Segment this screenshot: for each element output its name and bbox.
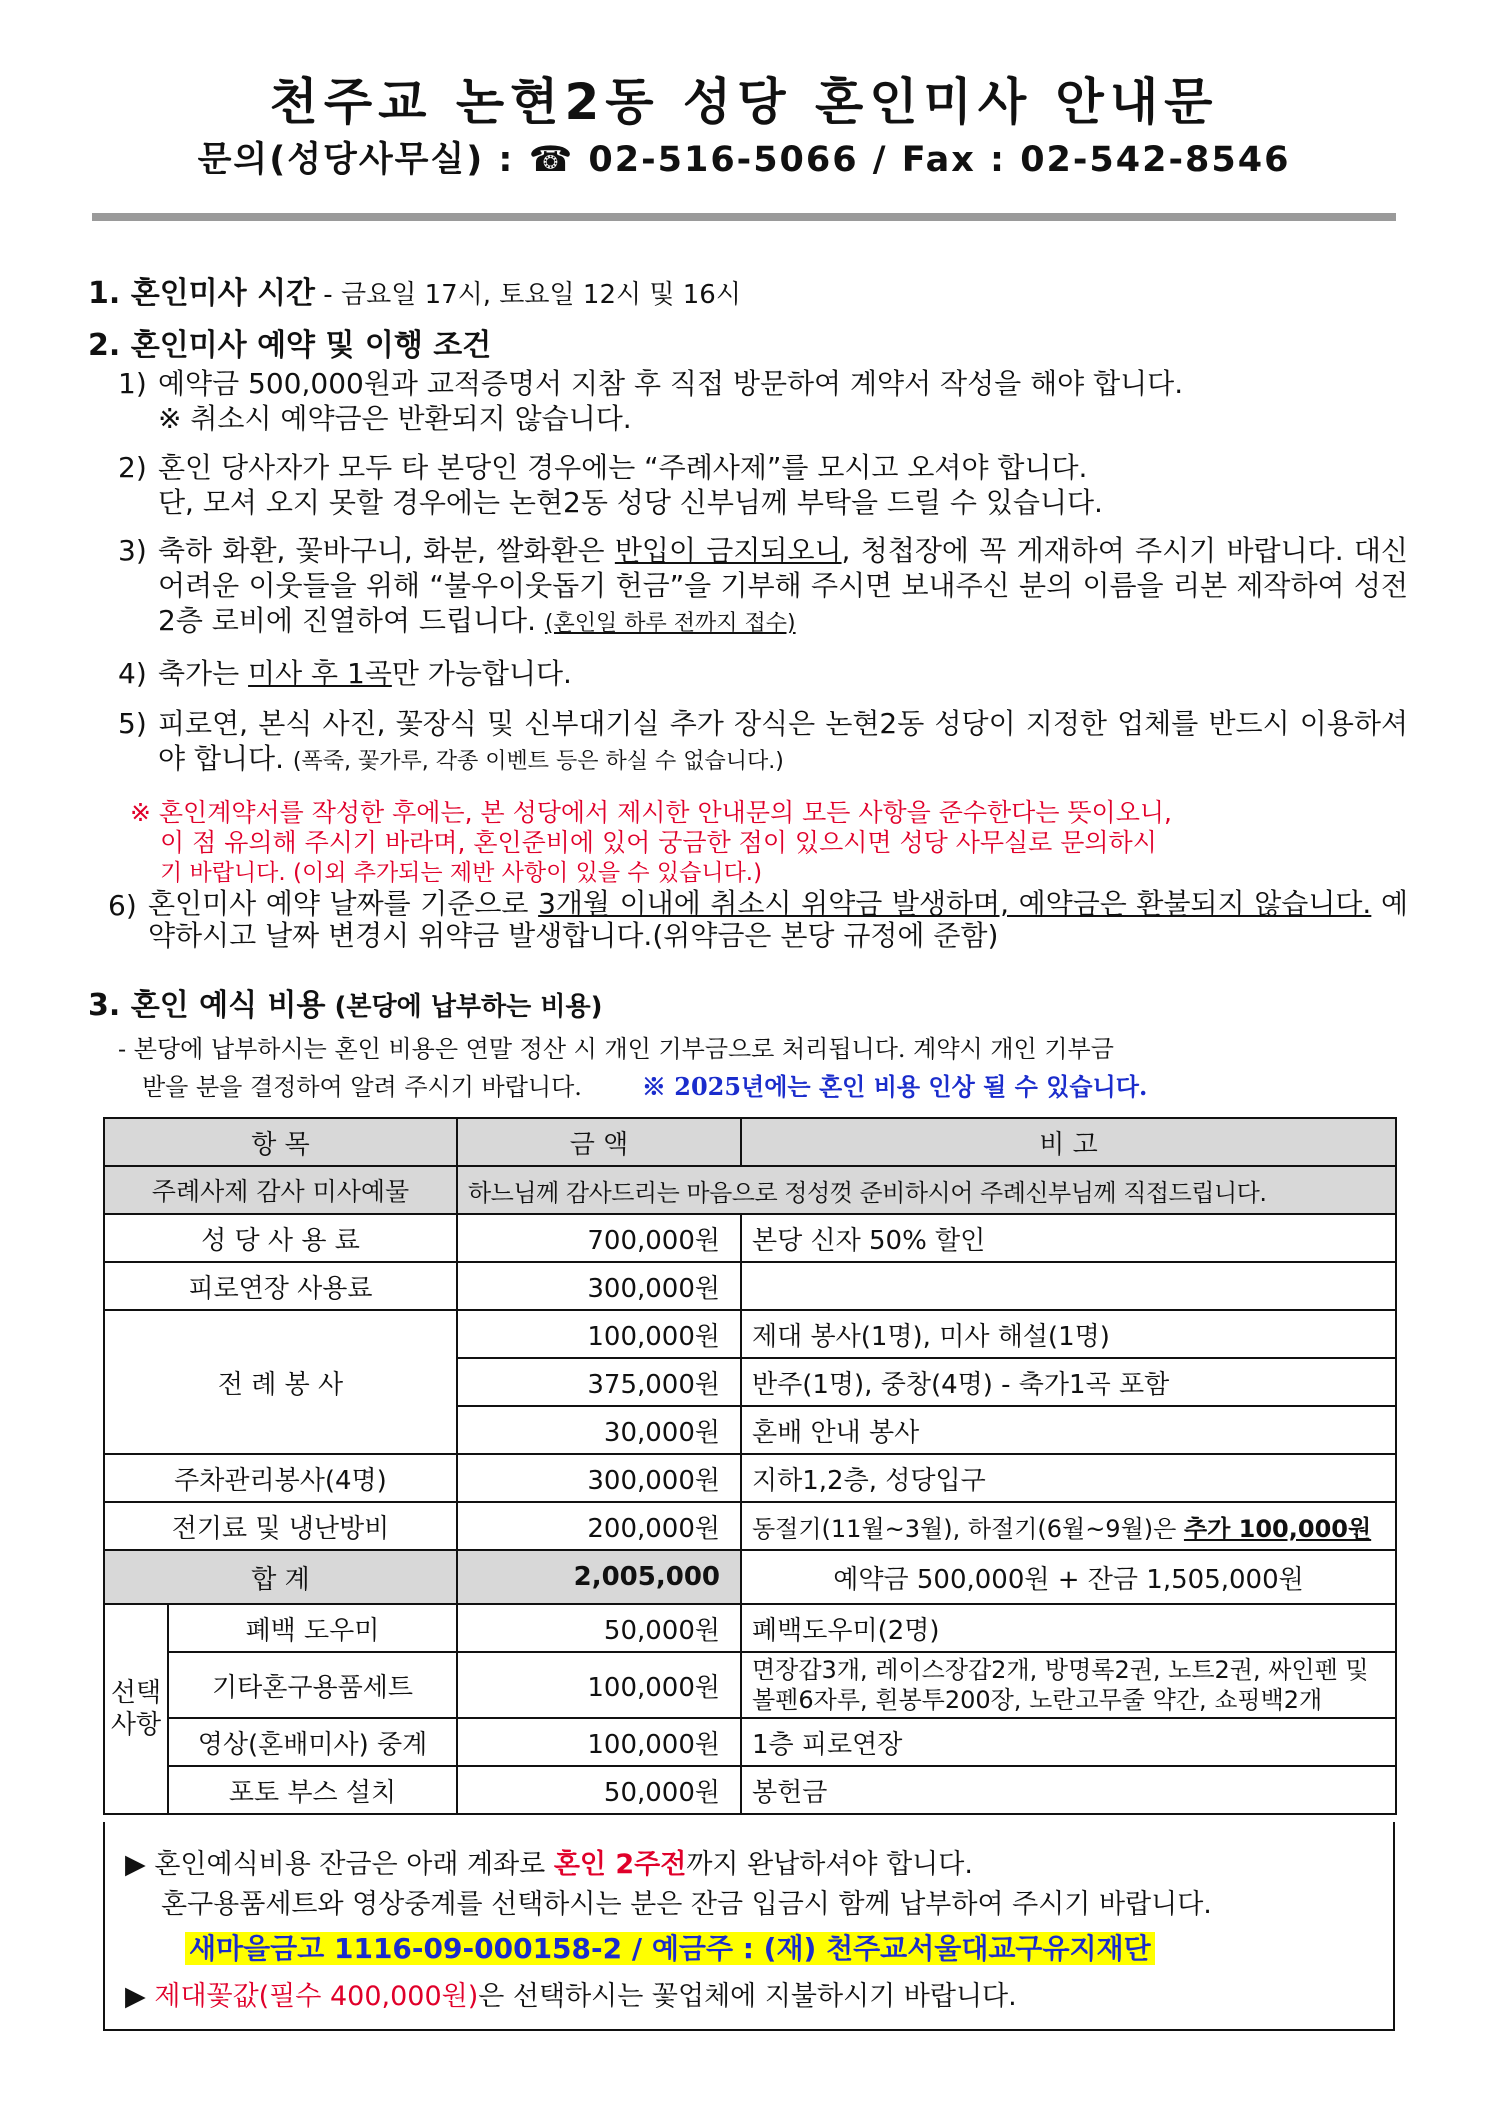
- item-3-text: 축하 화환, 꽃바구니, 화분, 쌀화환은: [158, 534, 615, 567]
- item-4-text: 축가는: [158, 657, 249, 690]
- payment-text-cont: 까지 완납하셔야 합니다.: [686, 1849, 973, 1880]
- cost-note: [118, 1030, 1408, 1106]
- list-item-4: [118, 656, 1408, 691]
- item-number: 1): [118, 367, 147, 400]
- row-item: 기타혼구용품세트: [168, 1652, 457, 1718]
- row-amount: 50,000원: [457, 1766, 741, 1814]
- row-amount: 700,000원: [457, 1214, 741, 1262]
- row-remark: [741, 1262, 1396, 1310]
- altar-flower-fee: 제대꽃값(필수 400,000원): [154, 1981, 479, 2012]
- row-amount: 375,000원: [457, 1358, 741, 1406]
- warning-line3: 기 바랍니다. (이외 추가되는 제반 사항이 있을 수 있습니다.): [160, 860, 763, 886]
- header-item: 항 목: [104, 1118, 457, 1166]
- table-row: [104, 1214, 1396, 1262]
- section-3-sub: (본당에 납부하는 비용): [325, 992, 603, 1022]
- table-row: [104, 1766, 1396, 1814]
- bank-account: 새마을금고 1116-09-000158-2 / 예금주 : (재) 천주교서울대교구유지재단: [185, 1932, 1155, 1965]
- item-3-note: (혼인일 하루 전까지 접수): [544, 611, 796, 636]
- item-6-underlined: 3개월 이내에 취소시 위약금 발생하며, 예약금은 환불되지 않습니다.: [538, 887, 1372, 920]
- divider: [92, 213, 1396, 221]
- row-amount: 100,000원: [457, 1310, 741, 1358]
- row-amount: 100,000원: [457, 1718, 741, 1766]
- section-2-heading: 2. 혼인미사 예약 및 이행 조건: [88, 328, 492, 363]
- table-row: [104, 1262, 1396, 1310]
- arrow-marker: ▶: [125, 1981, 155, 2012]
- item-5-note: (폭죽, 꽃가루, 각종 이벤트 등은 하실 수 없습니다.): [292, 749, 784, 774]
- list-item-2: [118, 450, 1408, 520]
- section-1: [88, 268, 741, 312]
- table-row: [104, 1718, 1396, 1766]
- warning-line1: ※ 혼인계약서를 작성한 후에는, 본 성당에서 제시한 안내문의 모든 사항을 준수한다는 뜻이오니,: [130, 798, 1172, 827]
- section-1-heading: 1. 혼인미사 시간: [88, 276, 316, 311]
- table-row: [104, 1310, 1396, 1358]
- row-remark: 폐백도우미(2명): [741, 1604, 1396, 1652]
- section-3: [88, 980, 602, 1024]
- row-remark-text: 동절기(11월~3월), 하절기(6월~9월)은: [752, 1514, 1184, 1543]
- row-remark: 봉헌금: [741, 1766, 1396, 1814]
- table-header-row: [104, 1118, 1396, 1166]
- item-3-underlined: 반입이 금지되오니: [614, 534, 842, 567]
- row-item: 성 당 사 용 료: [104, 1214, 457, 1262]
- cost-note-line1: - 본당에 납부하시는 혼인 비용은 연말 정산 시 개인 기부금으로 처리됩니다. 계약시 개인 기부금: [118, 1035, 1114, 1063]
- offering-remark: 하느님께 감사드리는 마음으로 정성껏 준비하시어 주례신부님께 직접드립니다.: [457, 1166, 1396, 1214]
- table-row: [104, 1652, 1396, 1718]
- row-item: 전기료 및 냉난방비: [104, 1502, 457, 1550]
- row-item: 전 례 봉 사: [104, 1310, 457, 1454]
- list-item-6: [108, 888, 1408, 952]
- row-item: 포토 부스 설치: [168, 1766, 457, 1814]
- list-item-1: [118, 366, 1408, 436]
- row-remark-bold: 추가 100,000원: [1183, 1514, 1372, 1543]
- row-remark: 1층 피로연장: [741, 1718, 1396, 1766]
- item-2-line1: 혼인 당사자가 모두 타 본당인 경우에는 “주례사제”를 모시고 오셔야 합니다.: [158, 451, 1088, 484]
- price-increase-note: ※ 2025년에는 혼인 비용 인상 될 수 있습니다.: [641, 1072, 1148, 1101]
- row-amount: 100,000원: [457, 1652, 741, 1718]
- item-number: 6): [108, 889, 137, 922]
- item-number: 3): [118, 534, 147, 567]
- row-remark: 지하1,2층, 성당입구: [741, 1454, 1396, 1502]
- item-2-line2: 단, 모셔 오지 못할 경우에는 논현2동 성당 신부님께 부탁을 드릴 수 있습니다.: [158, 486, 1103, 519]
- payment-line2: 혼구용품세트와 영상중계를 선택하시는 분은 잔금 입금시 함께 납부하여 주시기 바랍니다.: [161, 1889, 1212, 1920]
- table-row: [104, 1454, 1396, 1502]
- row-remark-line2: 볼펜6자루, 흰봉투200장, 노란고무줄 약간, 쇼핑백2개: [752, 1686, 1323, 1714]
- payment-line4: [125, 1974, 1017, 2013]
- section-1-detail: - 금요일 17시, 토요일 12시 및 16시: [315, 280, 741, 310]
- item-1-line1: 예약금 500,000원과 교적증명서 지참 후 직접 방문하여 계약서 작성을 해야 합니다.: [158, 367, 1184, 400]
- total-amount: 2,005,000: [457, 1550, 741, 1604]
- item-4-underlined: 미사 후 1곡: [248, 657, 392, 690]
- table-row: [104, 1166, 1396, 1214]
- row-remark: 본당 신자 50% 할인: [741, 1214, 1396, 1262]
- item-1-line2: ※ 취소시 예약금은 반환되지 않습니다.: [158, 402, 632, 435]
- row-amount: 300,000원: [457, 1454, 741, 1502]
- row-remark: [741, 1652, 1396, 1718]
- list-item-3: [118, 533, 1408, 641]
- table-row: [104, 1502, 1396, 1550]
- item-6-text: 혼인미사 예약 날짜를 기준으로: [148, 887, 539, 920]
- item-4-text-cont: 만 가능합니다.: [391, 657, 572, 690]
- item-number: 5): [118, 707, 147, 740]
- cost-table: [103, 1117, 1397, 1815]
- total-row: [104, 1550, 1396, 1604]
- bank-account-wrap: [185, 1927, 1155, 1967]
- row-item: 피로연장 사용료: [104, 1262, 457, 1310]
- contact-info: 문의(성당사무실) : ☎ 02-516-5066 / Fax : 02-542-8546: [197, 140, 1291, 180]
- item-6-text-cont: 예약하시고 날짜 변경시 위약금 발생합니다.(위약금은 본당 규정에 준함): [148, 887, 1408, 952]
- table-row: [104, 1604, 1396, 1652]
- payment-line1: [125, 1842, 973, 1881]
- total-label: 합 계: [104, 1550, 457, 1604]
- total-remark: 예약금 500,000원 + 잔금 1,505,000원: [741, 1550, 1396, 1604]
- offering-item: 주례사제 감사 미사예물: [104, 1166, 457, 1214]
- item-5-text: 피로연, 본식 사진, 꽃장식 및 신부대기실 추가 장식은 논현2동 성당이 지정한 업체를 반드시 이용하셔야 합니다.: [158, 707, 1408, 775]
- row-item: 폐백 도우미: [168, 1604, 457, 1652]
- row-remark: 혼배 안내 봉사: [741, 1406, 1396, 1454]
- row-amount: 200,000원: [457, 1502, 741, 1550]
- row-remark-line1: 면장갑3개, 레이스장갑2개, 방명록2권, 노트2권, 싸인펜 및: [752, 1656, 1369, 1684]
- cost-note-line2: 받을 분을 결정하여 알려 주시기 바랍니다.: [142, 1073, 582, 1101]
- row-amount: 50,000원: [457, 1604, 741, 1652]
- row-remark: 제대 봉사(1명), 미사 해설(1명): [741, 1310, 1396, 1358]
- payment-text: ▶ 혼인예식비용 잔금은 아래 계좌로: [125, 1849, 554, 1880]
- header-amount: 금 액: [457, 1118, 741, 1166]
- section-3-heading: 3. 혼인 예식 비용: [88, 988, 326, 1023]
- row-remark: 반주(1명), 중창(4명) - 축가1곡 포함: [741, 1358, 1396, 1406]
- item-number: 2): [118, 451, 147, 484]
- payment-text-cont: 은 선택하시는 꽃업체에 지불하시기 바랍니다.: [478, 1981, 1017, 2012]
- row-amount: 300,000원: [457, 1262, 741, 1310]
- row-item: 주차관리봉사(4명): [104, 1454, 457, 1502]
- row-item: 영상(혼배미사) 중계: [168, 1718, 457, 1766]
- row-remark: [741, 1502, 1396, 1550]
- list-item-5: [118, 706, 1408, 779]
- warning-note: [130, 798, 1370, 888]
- row-amount: 30,000원: [457, 1406, 741, 1454]
- item-number: 4): [118, 657, 147, 690]
- page-title: 천주교 논현2동 성당 혼인미사 안내문: [269, 73, 1219, 131]
- warning-line2: 이 점 유의해 주시기 바라며, 혼인준비에 있어 궁금한 점이 있으시면 성당 사무실로 문의하시: [160, 828, 1157, 857]
- item-3-text-cont: , 청첩장에 꼭 게재하여 주시기 바랍니다. 대신 어려운 이웃들을 위해 “불우이웃돕기 헌금”을 기부해 주시면 보내주신 분의 이름을 리본 제작하여 성전 2층 로비에 진열하여 드립니다.: [158, 534, 1408, 637]
- header-remark: 비 고: [741, 1118, 1396, 1166]
- payment-deadline: 혼인 2주전: [553, 1849, 687, 1880]
- optional-label: 선택사항: [104, 1604, 168, 1814]
- payment-info-box: [103, 1822, 1395, 2031]
